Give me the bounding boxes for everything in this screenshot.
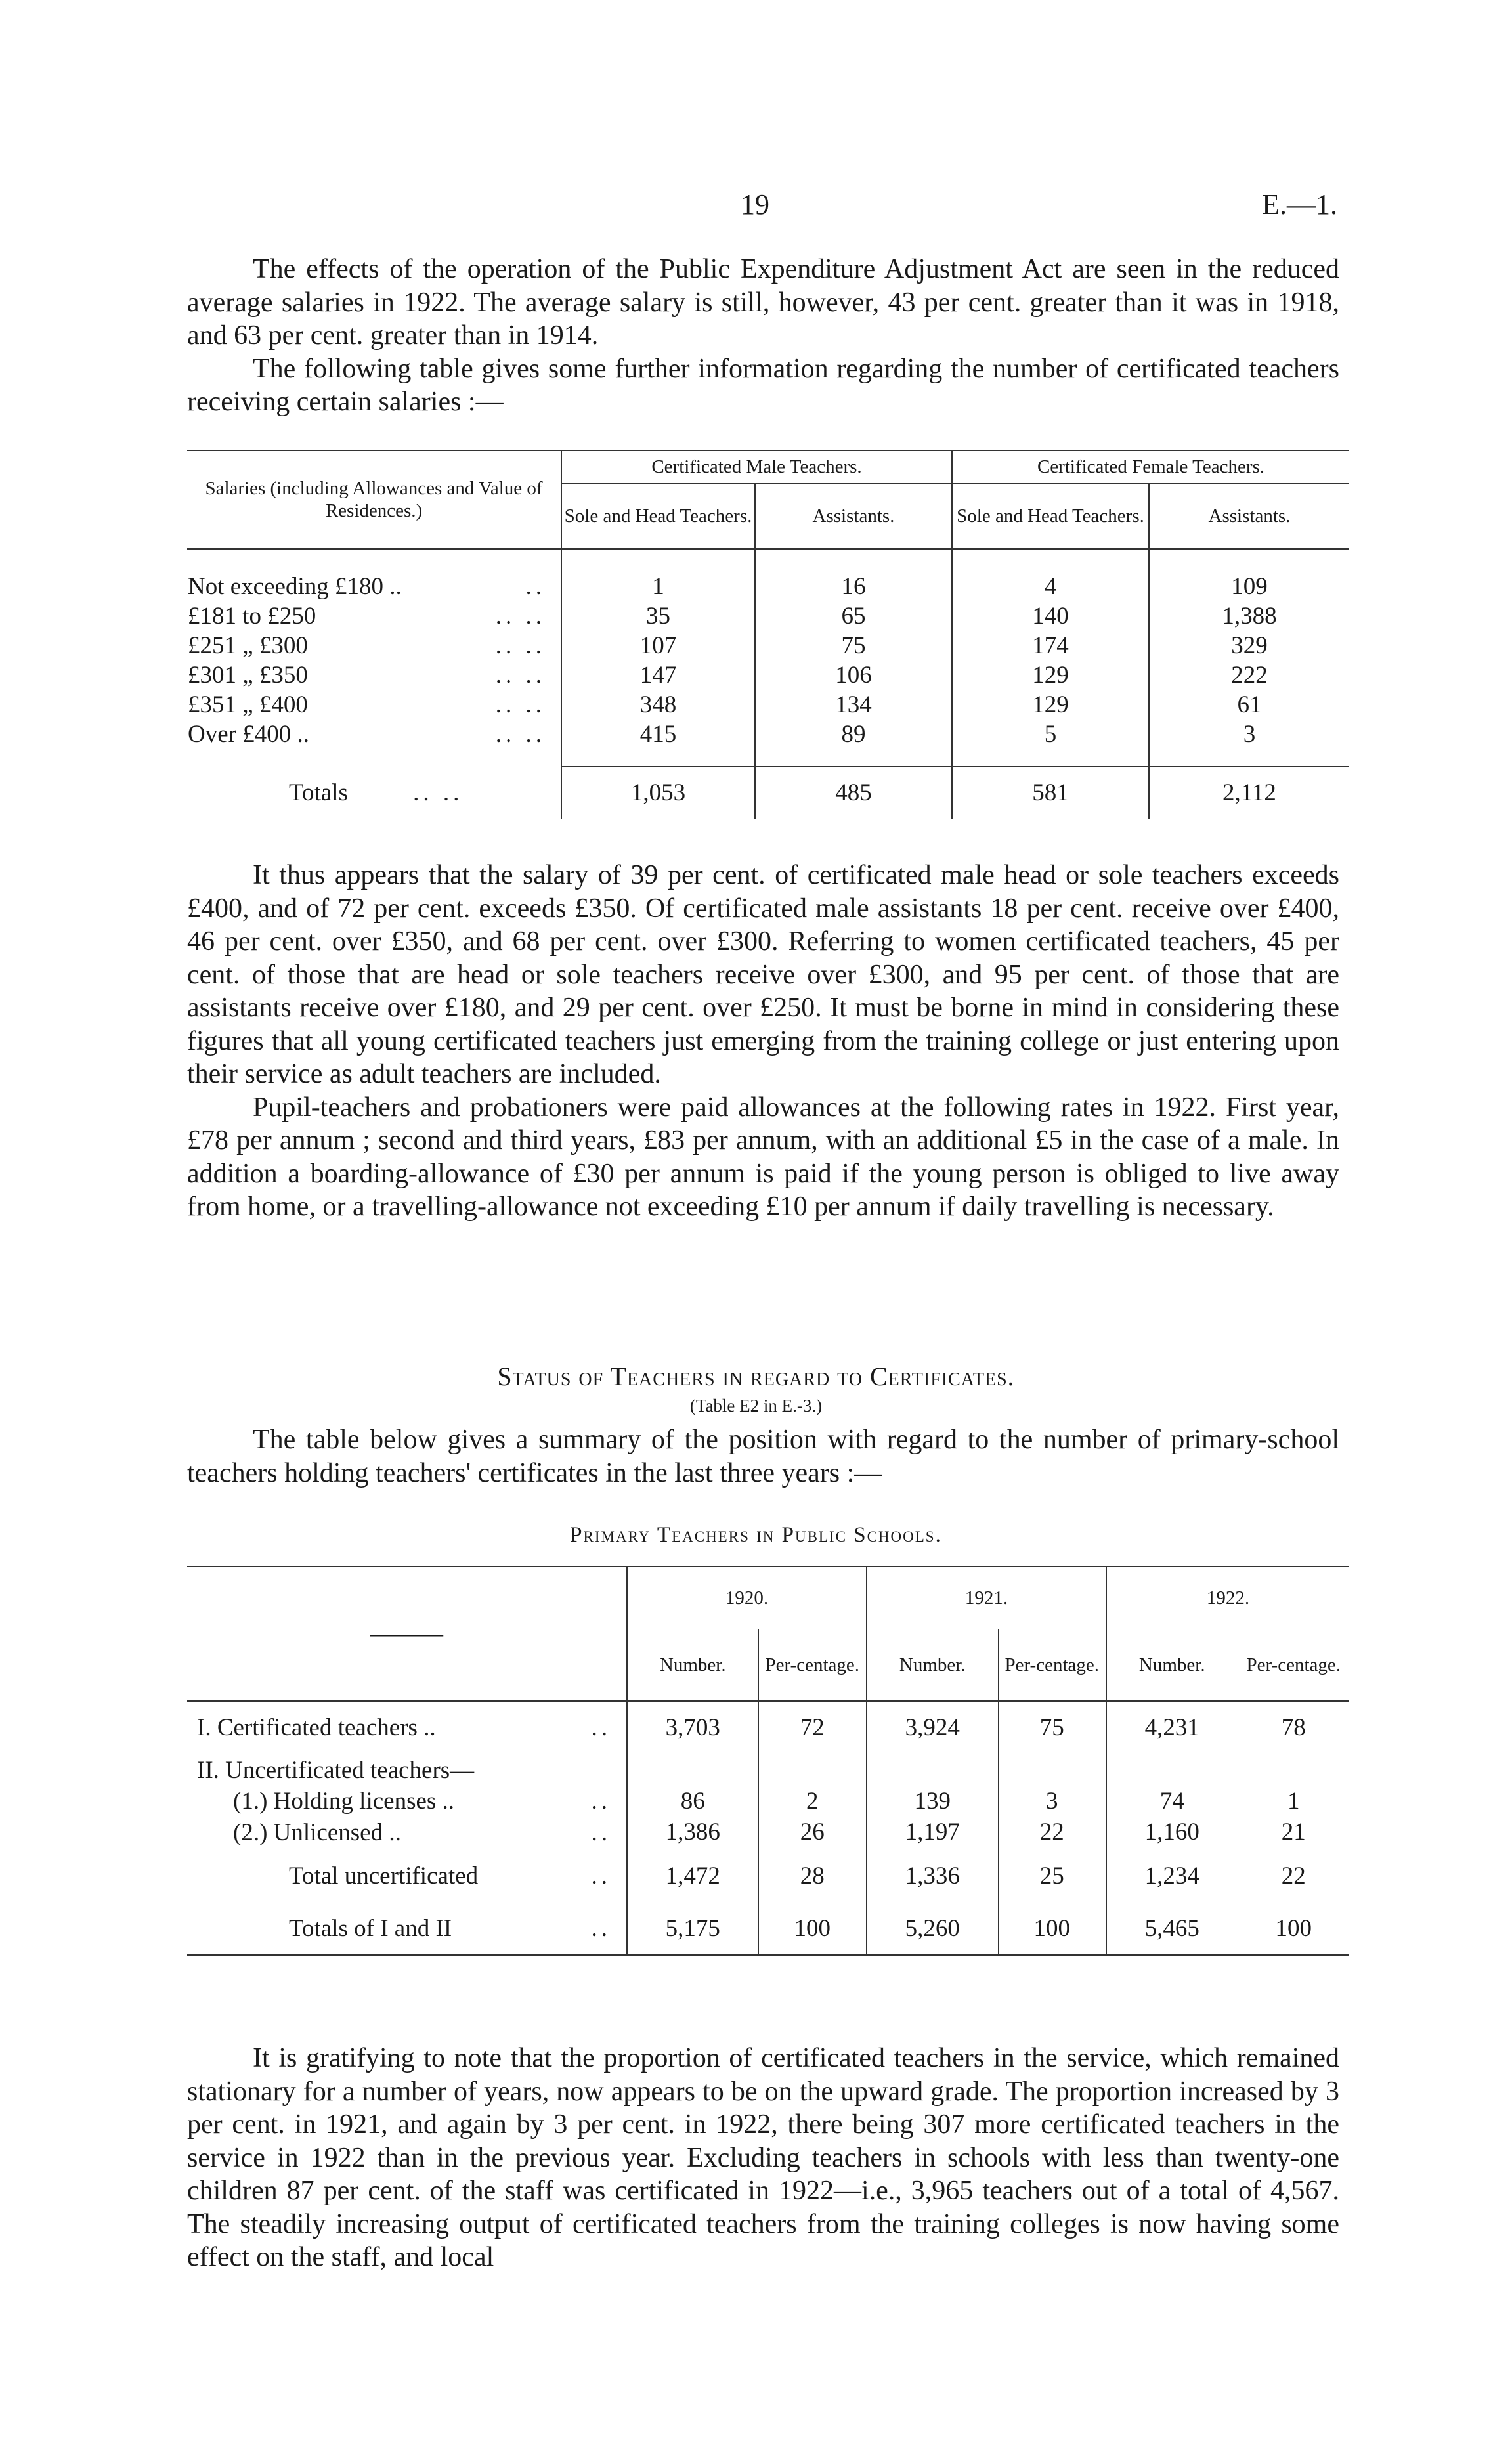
salary-row-label: Over £400 .. .. .. (187, 720, 561, 749)
salary-cell: 329 (1231, 632, 1268, 659)
teacher-row (187, 1903, 1349, 1955)
teacher-cell (1238, 1754, 1349, 1786)
teacher-cell: 5,260 (867, 1903, 998, 1955)
teacher-row (187, 1816, 1349, 1849)
total-male-sole: 1,053 (561, 766, 755, 819)
paragraph-analysis (187, 859, 1339, 1224)
teacher-cell: 100 (998, 1903, 1106, 1955)
teacher-cell: 75 (998, 1701, 1106, 1754)
salary-table (187, 450, 1349, 819)
salary-cell: 129 (952, 690, 1149, 720)
teacher-cell: 86 (627, 1786, 758, 1816)
teacher-cell: 1,197 (867, 1816, 998, 1849)
paragraph-3: It thus appears that the salary of 39 per cent. of certificated male head or sole teachers exceeds £400, and of 72 per cent. exceeds £350. Of certificated male assistants 18 per cent. receive over £400, 46 per cent. over £350, and 68 per cent. over £300. Referring to women certificated teachers, 45 per cent. of those that are head or sole teachers receive over £300, and 95 per cent. of those that are assistants receive over £180, and 29 per cent. over £250. It must be borne in mind in considering these figures that all young certificated teachers just emerging from the training college or just entering upon their service as adult teachers are included. (187, 860, 1339, 1089)
teacher-cell: 22 (1238, 1849, 1349, 1903)
teacher-cell: 139 (867, 1786, 998, 1816)
female-assist-header: Assistants. (1149, 483, 1349, 549)
paragraph-2: The following table gives some further information regarding the number of certificated teachers receiving certain salaries :— (187, 353, 1339, 417)
teacher-row-label: (1.) Holding licenses .. .. (187, 1786, 627, 1816)
male-group-header: Certificated Male Teachers. (561, 450, 952, 483)
paragraph-conclusion (187, 2042, 1339, 2274)
female-group-header: Certificated Female Teachers. (952, 450, 1349, 483)
teacher-row-label: Total uncertificated .. (187, 1849, 627, 1903)
teachers-table (187, 1566, 1349, 1956)
teacher-cell: 100 (758, 1903, 867, 1955)
teacher-cell: 100 (1238, 1903, 1349, 1955)
salary-cell: 35 (561, 601, 755, 631)
salary-cell: 3 (1243, 721, 1256, 748)
teacher-cell: 26 (758, 1816, 867, 1849)
paragraph-5: The table below gives a summary of the position with regard to the number of primary-school teachers holding teachers' certificates in the last three years :— (187, 1425, 1339, 1488)
teacher-cell (758, 1754, 867, 1786)
salary-row-label: Not exceeding £180 .. .. (187, 572, 561, 601)
paragraph-intro (187, 253, 1339, 419)
number-header-1921: Number. (867, 1629, 998, 1701)
teacher-cell: 21 (1281, 1819, 1306, 1846)
teacher-cell: 5,175 (627, 1903, 758, 1955)
page-number: 19 (741, 188, 769, 221)
teacher-cell (1106, 1754, 1238, 1786)
teacher-cell: 4,231 (1106, 1701, 1238, 1754)
number-header-1920: Number. (627, 1629, 758, 1701)
male-sole-header: Sole and Head Teachers. (561, 483, 755, 549)
teacher-cell: 2 (758, 1786, 867, 1816)
table2-title: Primary Teachers in Public Schools. (570, 1523, 942, 1547)
paragraph-1: The effects of the operation of the Public Expenditure Adjustment Act are seen in the reduced average salaries in 1922. The average salary is still, however, 43 per cent. greater than it was in 1918, and 63 per cent. greater than in 1914. (187, 254, 1339, 351)
salary-cell: 109 (1231, 573, 1268, 600)
teacher-cell: 1,386 (627, 1816, 758, 1849)
salary-row (187, 631, 1349, 660)
year-1921-header: 1921. (867, 1566, 1106, 1629)
paragraph-6: It is gratifying to note that the proportion of certificated teachers in the service, which remained stationary for a number of years, now appears to be on the upward grade. The proportion increased by 3 per cent. in 1921, and again by 3 per cent. in 1922, there being 307 more certificated teachers in the service in 1922 than in the previous year. Excluding teachers in schools with less than twenty-one children 87 per cent. of the staff was certificated in 1922—i.e., 3,965 teachers out of a total of 4,567. The steadily increasing output of certificated teachers from the training colleges is now having some effect on the staff, and local (187, 2043, 1339, 2272)
teacher-cell: 1 (1287, 1788, 1300, 1815)
salary-cell: 89 (755, 720, 952, 749)
salary-row-label: £251 „ £300 .. .. (187, 631, 561, 660)
teacher-cell: 1,472 (627, 1849, 758, 1903)
total-male-assist: 485 (755, 766, 952, 819)
salary-cell: 75 (755, 631, 952, 660)
teacher-cell: 5,465 (1106, 1903, 1238, 1955)
teacher-cell: 28 (758, 1849, 867, 1903)
salary-totals-label: Totals .. .. (187, 766, 561, 819)
teacher-cell: 74 (1106, 1786, 1238, 1816)
salary-cell: 348 (561, 690, 755, 720)
salary-row-label: £301 „ £350 .. .. (187, 660, 561, 690)
salary-cell: 174 (952, 631, 1149, 660)
teacher-row (187, 1786, 1349, 1816)
number-header-1922: Number. (1106, 1629, 1238, 1701)
salary-row-label: £351 „ £400 .. .. (187, 690, 561, 720)
teacher-cell: 1,336 (867, 1849, 998, 1903)
section-title: Status of Teachers in regard to Certificates. (497, 1362, 1015, 1391)
teacher-cell: 3,703 (627, 1701, 758, 1754)
salary-cell: 4 (952, 572, 1149, 601)
teacher-cell: 3,924 (867, 1701, 998, 1754)
salary-cell: 65 (755, 601, 952, 631)
year-1922-header: 1922. (1106, 1566, 1349, 1629)
salary-cell: 1 (561, 572, 755, 601)
salary-cell: 1,388 (1222, 603, 1277, 630)
salary-row (187, 690, 1349, 720)
teacher-cell: 22 (998, 1816, 1106, 1849)
salary-row (187, 601, 1349, 631)
teacher-row-label: I. Certificated teachers .. .. (187, 1701, 627, 1754)
teacher-row (187, 1754, 1349, 1786)
teacher-row-label: (2.) Unlicensed .. .. (187, 1816, 627, 1849)
salary-cell: 5 (952, 720, 1149, 749)
salary-cell: 140 (952, 601, 1149, 631)
teacher-cell: 1,234 (1106, 1849, 1238, 1903)
teacher-cell (867, 1754, 998, 1786)
salary-row (187, 660, 1349, 690)
percent-header-1921: Per-centage. (998, 1629, 1106, 1701)
female-sole-header: Sole and Head Teachers. (952, 483, 1149, 549)
teacher-cell: 25 (998, 1849, 1106, 1903)
salary-cell: 107 (561, 631, 755, 660)
total-female-sole: 581 (952, 766, 1149, 819)
teacher-cell: 78 (1281, 1714, 1306, 1741)
teacher-cell (627, 1754, 758, 1786)
salary-cell: 134 (755, 690, 952, 720)
salary-cell: 415 (561, 720, 755, 749)
stub-header: ——— (187, 1566, 627, 1701)
salary-cell: 129 (952, 660, 1149, 690)
teacher-cell: 72 (758, 1701, 867, 1754)
teacher-cell (998, 1754, 1106, 1786)
teacher-row (187, 1701, 1349, 1754)
teacher-cell: 1,160 (1106, 1816, 1238, 1849)
salary-row (187, 572, 1349, 601)
section-subtitle: (Table E2 in E.-3.) (689, 1396, 823, 1415)
salary-column-label: Salaries (including Allowances and Value of Residences.) (187, 450, 561, 549)
teacher-cell: 3 (998, 1786, 1106, 1816)
salary-cell: 61 (1237, 691, 1262, 718)
salary-cell: 106 (755, 660, 952, 690)
male-assist-header: Assistants. (755, 483, 952, 549)
salary-row-label: £181 to £250 .. .. (187, 601, 561, 631)
salary-cell: 147 (561, 660, 755, 690)
percent-header-1922: Per-centage. (1238, 1629, 1349, 1701)
document-reference: E.—1. (1262, 188, 1337, 221)
teacher-row (187, 1849, 1349, 1903)
salary-row (187, 720, 1349, 749)
total-female-assist: 2,112 (1149, 766, 1349, 819)
teacher-row-label: Totals of I and II .. (187, 1903, 627, 1955)
teacher-row-label: II. Uncertificated teachers— (187, 1754, 627, 1786)
salary-cell: 222 (1231, 662, 1268, 689)
percent-header-1920: Per-centage. (758, 1629, 867, 1701)
paragraph-4: Pupil-teachers and probationers were paid allowances at the following rates in 1922. First year, £78 per annum ; second and third years, £83 per annum, with an additional £5 in the case of a male. In addition a boarding-allowance of £30 per annum is paid if the young person is obliged to live away from home, or a travelling-allowance not exceeding £10 per annum if daily travelling is necessary. (187, 1092, 1339, 1222)
paragraph-table-intro (187, 1423, 1339, 1490)
salary-cell: 16 (755, 572, 952, 601)
year-1920-header: 1920. (627, 1566, 867, 1629)
